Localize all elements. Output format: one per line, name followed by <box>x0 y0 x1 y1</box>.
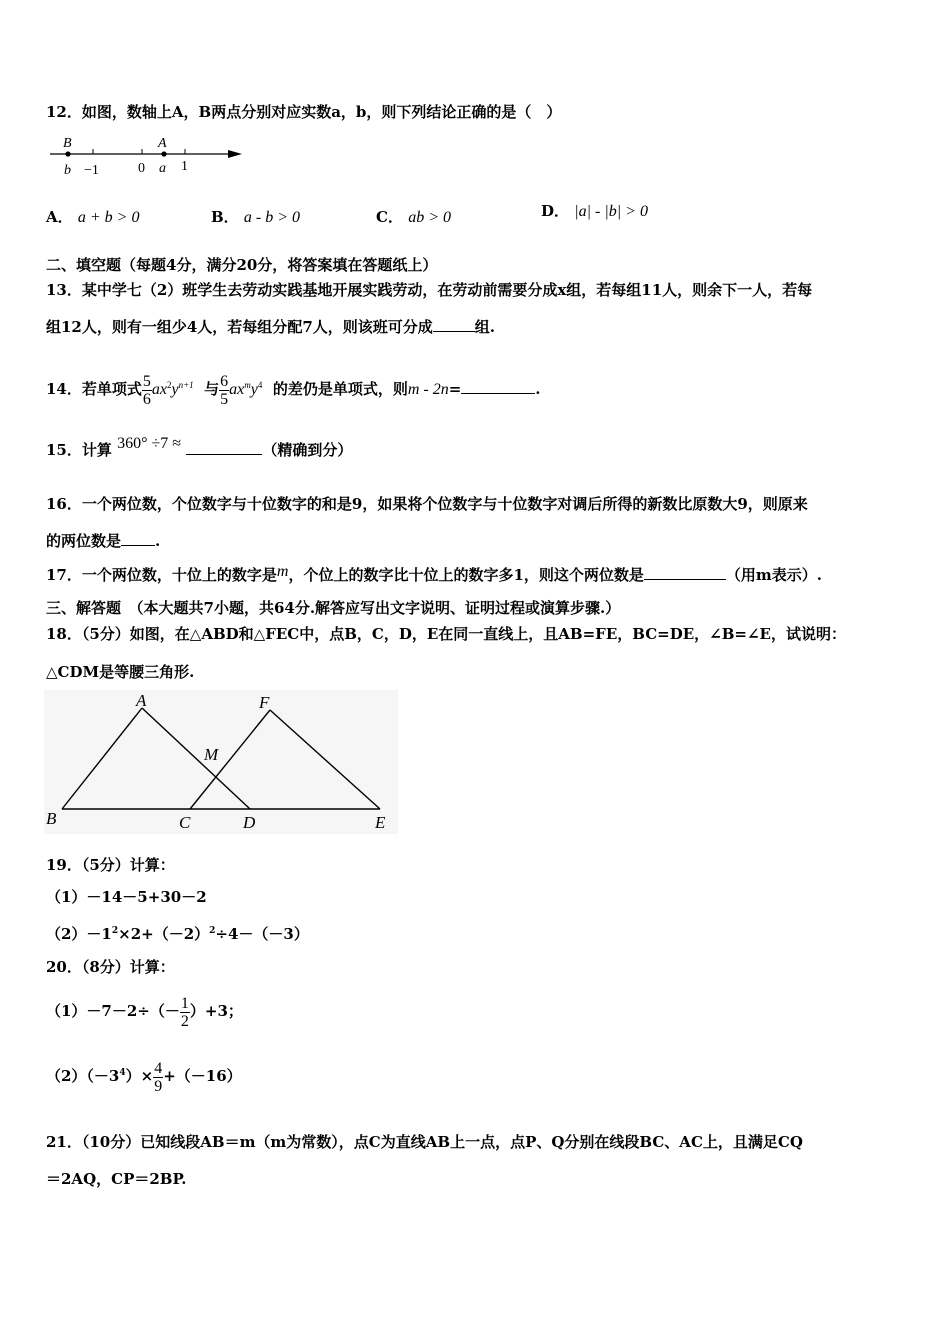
q17-line <box>46 565 822 586</box>
label-D: D <box>243 813 256 832</box>
q14-answer-blank[interactable] <box>461 379 535 394</box>
q18-line1: 18．（5分）如图，在△ABD和△FEC中，点B，C，D，E在同一直线上，且AB=FE，BC=DE，∠B=∠E，试说明： <box>46 625 846 643</box>
q20-p1-b: ）+3； <box>189 1002 243 1020</box>
q13-line1: 13．某中学七（2）班学生去劳动实践基地开展实践劳动，在劳动前需要分成x组，若每组11人，则余下一人，若每 <box>46 281 813 299</box>
option-expr: ab > 0 <box>408 209 451 226</box>
label-A: A <box>136 691 147 710</box>
option-letter: D． <box>541 202 570 220</box>
q18-triangle-figure <box>44 690 398 834</box>
number-line-arrow-icon <box>228 150 242 158</box>
q12-option-a[interactable] <box>46 206 139 227</box>
section3-title: 三、解答题 （本大题共7小题，共64分.解答应写出文字说明、证明过程或演算步骤.） <box>46 599 621 617</box>
q20-p2-exp: 4 <box>119 1068 126 1078</box>
q19-p2-b: ×2+（－2） <box>118 925 210 943</box>
q15-answer-blank[interactable] <box>186 440 262 455</box>
q17-suffix: （用m表示）. <box>725 566 823 584</box>
label-b: b <box>64 163 71 178</box>
q15-prefix: 15．计算 <box>46 441 112 459</box>
q20-title: 20．（8分）计算： <box>46 958 175 976</box>
q12-option-c[interactable] <box>376 206 451 227</box>
q19-part2 <box>46 921 309 944</box>
q19-title: 19．（5分）计算： <box>46 856 175 874</box>
point-b-dot <box>65 151 70 156</box>
q17-var: m <box>276 563 289 580</box>
q12-option-b[interactable] <box>211 206 300 227</box>
q16-line2-prefix: 的两位数是 <box>46 532 122 550</box>
q17-prefix: 17．一个两位数，十位上的数字是 <box>46 566 277 584</box>
q14-term1-exp2: n+1 <box>178 380 194 390</box>
option-expr: a - b > 0 <box>243 209 301 226</box>
q17-mid: ，个位上的数字比十位上的数字多1，则这个两位数是 <box>288 566 644 584</box>
label-neg1: −1 <box>84 163 99 178</box>
q19-p2-exp1: 2 <box>111 926 119 936</box>
q14-term1-b: y <box>171 381 179 398</box>
label-0: 0 <box>138 161 145 176</box>
q12-option-d[interactable] <box>541 200 648 221</box>
q16-line2 <box>46 531 160 551</box>
q14-term2-b: y <box>250 381 258 398</box>
q12-stem: 12．如图，数轴上A，B两点分别对应实数a，b，则下列结论正确的是（ ） <box>46 103 562 121</box>
q14-term2-exp1: m <box>244 380 251 390</box>
q19-part1: （1）－14－5+30－2 <box>46 888 207 906</box>
q14-term1-exp1: 2 <box>166 380 172 390</box>
q14-term1-a: ax <box>151 381 167 398</box>
q20-p2-b: ）× <box>125 1067 154 1085</box>
q13-line2 <box>46 317 495 337</box>
q14-term2-exp2: 4 <box>257 380 263 390</box>
option-expr: a + b > 0 <box>77 209 140 226</box>
label-B: B <box>63 136 72 151</box>
q19-p2-exp2: 2 <box>209 926 216 936</box>
q14-expr: m - 2n <box>407 381 449 398</box>
label-C: C <box>179 813 191 832</box>
q14-suffix: 的差仍是单项式，则 <box>272 380 408 398</box>
q15-line <box>46 435 353 461</box>
label-1: 1 <box>181 159 188 174</box>
section2-title: 二、填空题（每题4分，满分20分，将答案填在答题纸上） <box>46 256 438 274</box>
q16-answer-blank[interactable] <box>121 531 155 546</box>
q20-p2-frac: $\frac{4}{9}$ <box>154 1059 163 1095</box>
label-B: B <box>46 809 57 828</box>
option-expr: |a| - |b| > 0 <box>574 203 648 220</box>
q16-line1: 16．一个两位数，个位数字与十位数字的和是9，如果将个位数字与十位数字对调后所得的新数比原数大9，则原来 <box>46 495 808 513</box>
q17-answer-blank[interactable] <box>644 565 726 580</box>
q12-number-line <box>46 132 246 180</box>
q21-line1: 21．（10分）已知线段AB＝m（m为常数），点C为直线AB上一点，点P、Q分别在线段BC、AC上，且满足CQ <box>46 1133 803 1151</box>
q20-p2-a: （2）（－3 <box>46 1067 120 1085</box>
q20-part2 <box>46 1050 242 1099</box>
q20-p1-frac: $\frac{1}{2}$ <box>180 994 189 1030</box>
option-letter: C． <box>376 208 403 226</box>
q20-p2-c: +（－16） <box>163 1067 242 1085</box>
q15-suffix: （精确到分） <box>262 441 353 459</box>
q19-p2-a: （2）－1 <box>46 925 112 943</box>
q14-mid: 与 <box>204 380 220 398</box>
label-A: A <box>158 136 167 151</box>
q14-term2-a: ax <box>229 381 245 398</box>
point-a-dot <box>161 151 166 156</box>
q16-line2-suffix: . <box>155 532 161 550</box>
q20-p1-a: （1）－7－2÷（－ <box>46 1002 180 1020</box>
label-F: F <box>259 693 270 712</box>
q13-line2-suffix: 组. <box>474 318 495 336</box>
q14-eq: = <box>448 380 462 398</box>
q13-line2-prefix: 组12人，则有一组少4人，若每组分配7人，则该班可分成 <box>46 318 433 336</box>
label-E: E <box>375 813 386 832</box>
q14-prefix: 14．若单项式 <box>46 380 142 398</box>
label-M: M <box>204 745 219 764</box>
q15-expr: 360° ÷7 ≈ <box>117 435 182 452</box>
option-letter: B． <box>211 208 239 226</box>
q14-line: 14．若单项式 $\frac{5}{6}$ $ax^2y^{n+1}$ 与 $\frac{6}{5}$ $ax^my^4$ 的差仍是单项式，则m - 2n= . <box>46 372 541 408</box>
q21-line2: ＝2AQ，CP＝2BP. <box>46 1170 187 1188</box>
q20-part1 <box>46 990 243 1032</box>
q13-answer-blank[interactable] <box>433 317 475 332</box>
q14-frac1: $\frac{5}{6}$ <box>142 372 151 408</box>
q14-frac2: $\frac{6}{5}$ <box>220 372 229 408</box>
q19-p2-c: ÷4－（－3） <box>215 925 309 943</box>
label-a: a <box>159 161 166 176</box>
option-letter: A． <box>46 208 73 226</box>
q18-line2: △CDM是等腰三角形. <box>46 663 195 681</box>
